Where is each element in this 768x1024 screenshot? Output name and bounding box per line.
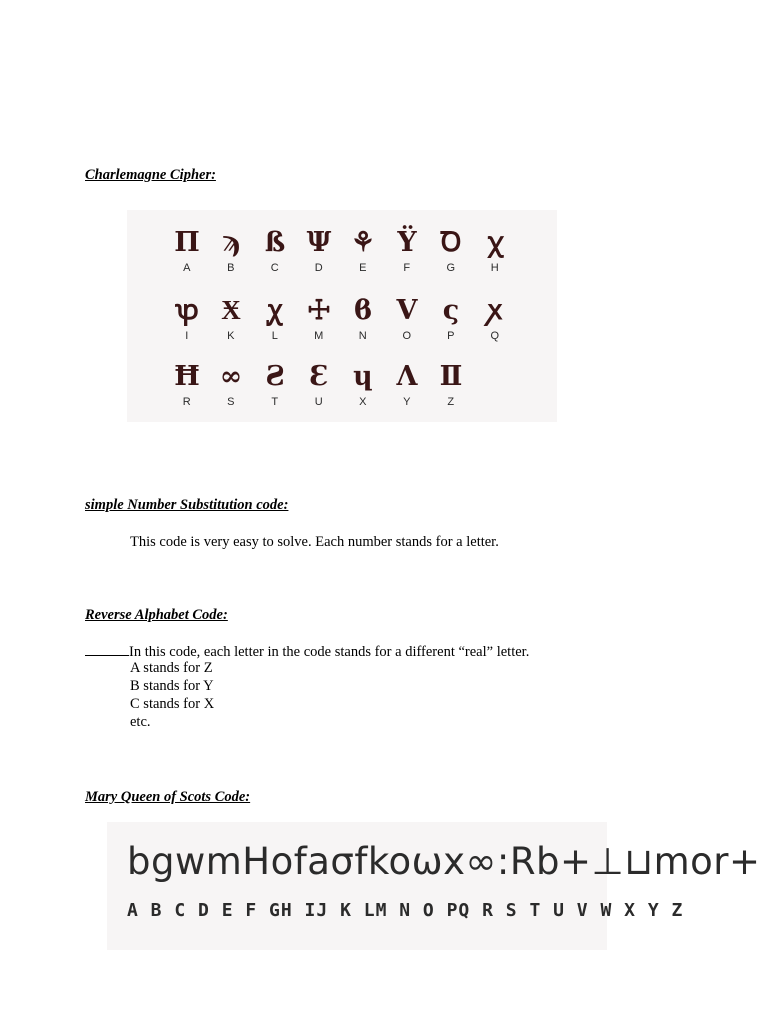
mary-code-letters: A B C D E F GH IJ K LM N O PQ R S T U V W X Y Z — [127, 900, 684, 921]
cipher-cell — [343, 228, 383, 274]
cipher-cell — [211, 296, 251, 342]
charlemagne-heading: Charlemagne Cipher: — [85, 167, 216, 183]
cipher-glyph: Ꝺ — [440, 227, 462, 258]
cipher-cell — [299, 228, 339, 274]
reverse-code-intro-line — [85, 641, 529, 661]
cipher-glyph: Ⅱ — [439, 361, 463, 392]
cipher-glyph: ϐ — [353, 295, 372, 326]
cipher-glyph: ϡ — [221, 227, 240, 258]
cipher-cell — [167, 296, 207, 342]
blank-line — [85, 641, 129, 656]
cipher-cell — [167, 362, 207, 408]
reverse-code-line: etc. — [130, 714, 151, 730]
cipher-glyph: ꝕ — [175, 295, 199, 326]
cipher-cell — [387, 228, 427, 274]
cipher-letter: A — [183, 262, 191, 274]
cipher-glyph: Ψ — [306, 227, 332, 258]
cipher-letter: X — [359, 396, 367, 408]
cipher-letter: C — [270, 262, 280, 274]
cipher-letter: S — [227, 396, 235, 408]
cipher-glyph: Π — [174, 227, 200, 258]
cipher-letter: R — [182, 396, 192, 408]
cipher-letter: U — [314, 396, 324, 408]
reverse-code-line: A stands for Z — [130, 660, 213, 676]
cipher-glyph: ☩ — [306, 295, 332, 326]
cipher-glyph: Ƨ — [265, 361, 285, 392]
cipher-letter: K — [227, 330, 235, 342]
cipher-cell — [255, 296, 295, 342]
cipher-glyph: ∞ — [219, 361, 243, 392]
cipher-glyph: Ħ — [174, 361, 200, 392]
cipher-cell — [299, 296, 339, 342]
cipher-cell — [431, 362, 471, 408]
cipher-cell — [167, 228, 207, 274]
cipher-letter: I — [185, 330, 189, 342]
cipher-cell — [211, 362, 251, 408]
reverse-code-line: C stands for X — [130, 696, 215, 712]
cipher-glyph: Ɛ — [309, 361, 329, 392]
cipher-glyph: ς — [442, 295, 460, 326]
cipher-cell — [255, 228, 295, 274]
cipher-glyph: V — [396, 295, 418, 326]
cipher-cell — [343, 362, 383, 408]
cipher-glyph: Ϋ — [397, 227, 417, 258]
cipher-letter: H — [490, 262, 500, 274]
mary-code-figure — [107, 822, 761, 950]
cipher-letter: M — [314, 330, 324, 342]
cipher-letter: P — [447, 330, 455, 342]
cipher-letter: F — [403, 262, 411, 274]
cipher-cell — [431, 228, 471, 274]
cipher-glyph: ɥ — [353, 361, 373, 392]
cipher-letter: N — [358, 330, 368, 342]
cipher-letter: E — [359, 262, 367, 274]
mary-code-heading: Mary Queen of Scots Code: — [85, 789, 251, 805]
cipher-cell — [387, 296, 427, 342]
cipher-letter: B — [227, 262, 235, 274]
cipher-letter: D — [314, 262, 324, 274]
reverse-code-intro: In this code, each letter in the code stands for a different “real” letter. — [129, 644, 530, 660]
reverse-code-line: B stands for Y — [130, 678, 214, 694]
cipher-letter: Z — [447, 396, 455, 408]
cipher-cell — [343, 296, 383, 342]
cipher-glyph: Ӿ — [221, 295, 241, 326]
cipher-cell — [211, 228, 251, 274]
cipher-cell — [475, 296, 515, 342]
number-code-heading: simple Number Substitution code: — [85, 497, 289, 513]
reverse-code-heading: Reverse Alphabet Code: — [85, 607, 228, 623]
cipher-glyph: ß — [264, 227, 286, 258]
cipher-glyph: ꭗ — [487, 295, 503, 326]
cipher-cell — [387, 362, 427, 408]
cipher-glyph: Ʌ — [396, 361, 418, 392]
cipher-letter: G — [446, 262, 456, 274]
cipher-letter: L — [271, 330, 279, 342]
cipher-letter: O — [402, 330, 412, 342]
cipher-glyph: ꭕ — [267, 295, 283, 326]
cipher-letter: T — [271, 396, 279, 408]
charlemagne-cipher-figure — [127, 210, 557, 422]
cipher-letter: Y — [403, 396, 411, 408]
cipher-cell — [299, 362, 339, 408]
number-code-text: This code is very easy to solve. Each number stands for a letter. — [130, 534, 499, 550]
cipher-letter: Q — [490, 330, 500, 342]
cipher-cell — [475, 228, 515, 274]
mary-code-glyphs: bgwmHofaσfkoωx∞:Rb+⊥⊔mor+ — [127, 840, 761, 883]
cipher-glyph: ꭓ — [487, 227, 503, 258]
cipher-glyph: ⚘ — [350, 227, 376, 258]
cipher-cell — [431, 296, 471, 342]
cipher-cell — [255, 362, 295, 408]
